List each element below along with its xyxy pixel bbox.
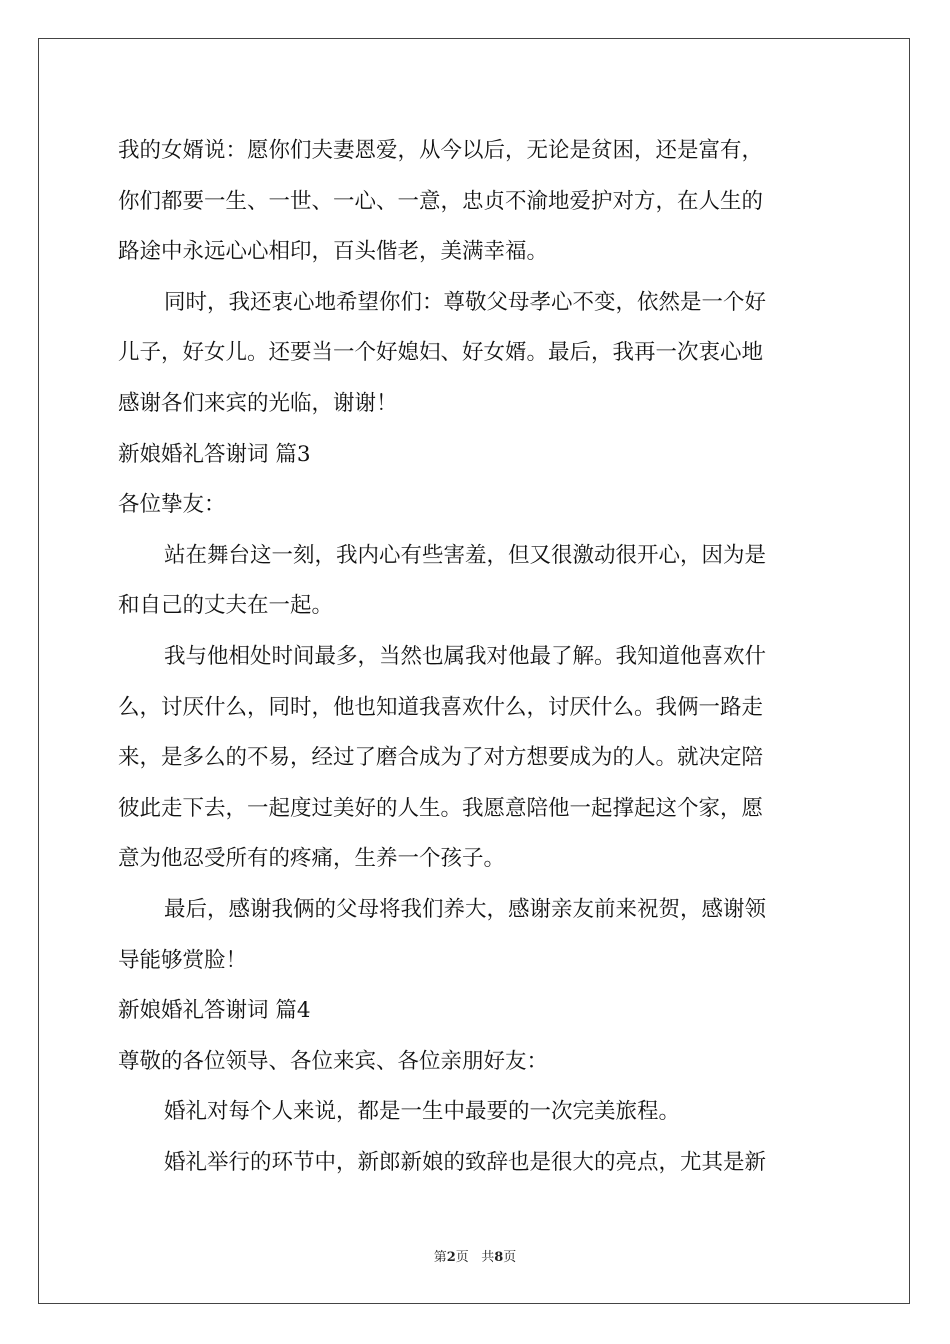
text-line: 意为他忍受所有的疼痛，生养一个孩子。 <box>118 846 506 872</box>
section-heading: 新娘婚礼答谢词 篇3 <box>118 441 311 467</box>
text-line: 来，是多么的不易，经过了磨合成为了对方想要成为的人。就决定陪 <box>118 745 764 771</box>
page-suffix: 页 <box>455 1250 469 1265</box>
section-heading: 新娘婚礼答谢词 篇4 <box>118 998 311 1024</box>
document-body <box>118 126 836 1188</box>
paragraph-start: 我与他相处时间最多，当然也属我对他最了解。我知道他喜欢什 <box>164 643 767 669</box>
text-line: 和自己的丈夫在一起。 <box>118 593 334 619</box>
text-line: 路途中永远心心相印，百头偕老，美满幸福。 <box>118 239 549 265</box>
paragraph-start: 最后，感谢我俩的父母将我们养大，感谢亲友前来祝贺，感谢领 <box>164 896 767 922</box>
total-prefix: 共 <box>481 1250 495 1265</box>
text-line: 你们都要一生、一世、一心、一意，忠贞不渝地爱护对方，在人生的 <box>118 188 764 214</box>
salutation: 各位挚友： <box>118 492 226 518</box>
text-line: 儿子，好女儿。还要当一个好媳妇、好女婿。最后，我再一次衷心地 <box>118 340 764 366</box>
text-line: 感谢各们来宾的光临，谢谢！ <box>118 390 398 416</box>
text-line: 我的女婿说：愿你们夫妻恩爱，从今以后，无论是贫困，还是富有， <box>118 138 764 163</box>
paragraph-start: 婚礼对每个人来说，都是一生中最要的一次完美旅程。 <box>164 1099 681 1125</box>
text-line: 么，讨厌什么，同时，他也知道我喜欢什么，讨厌什么。我俩一路走 <box>118 694 764 720</box>
total-pages: 8 <box>494 1250 504 1265</box>
total-suffix: 页 <box>503 1250 517 1265</box>
page-footer <box>0 1246 950 1265</box>
page-prefix: 第 <box>433 1250 447 1265</box>
salutation: 尊敬的各位领导、各位来宾、各位亲朋好友： <box>118 1048 549 1074</box>
text-line: 导能够赏脸！ <box>118 947 248 973</box>
paragraph-start: 站在舞台这一刻，我内心有些害羞，但又很激动很开心，因为是 <box>164 542 767 568</box>
page-number: 2 <box>446 1250 456 1265</box>
paragraph-start: 婚礼举行的环节中，新郎新娘的致辞也是很大的亮点，尤其是新 <box>164 1149 767 1175</box>
paragraph-start: 同时，我还衷心地希望你们：尊敬父母孝心不变，依然是一个好 <box>164 289 767 315</box>
text-line: 彼此走下去，一起度过美好的人生。我愿意陪他一起撑起这个家，愿 <box>118 795 764 821</box>
